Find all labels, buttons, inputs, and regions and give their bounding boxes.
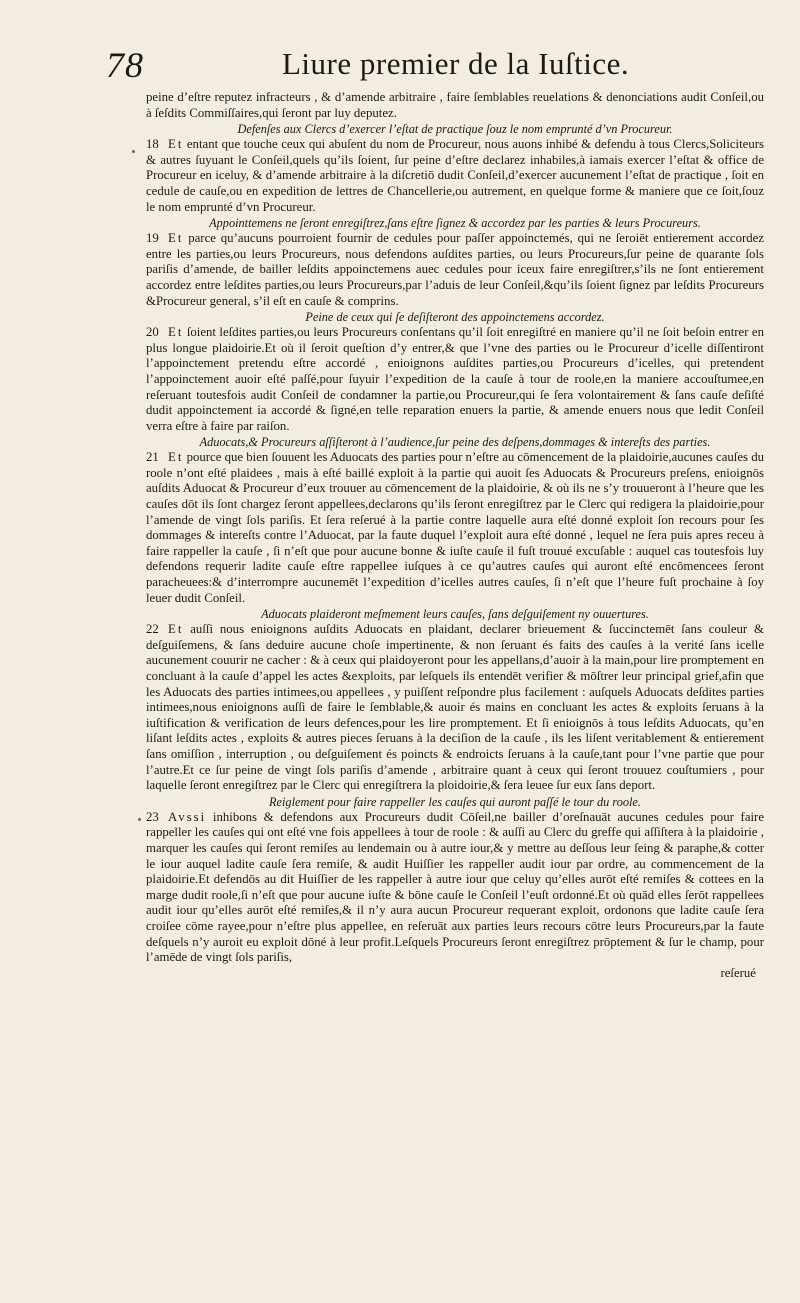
article-number: 20: [146, 325, 159, 340]
article-number: 18: [146, 137, 159, 152]
article-text: auſſi nous enioignons auſdits Aduocats en plaidant, declarer brieuement & ſuccinctemēt ſans couleur & deſguiſemens, & ſans deduire aucune choſe impertinente, & non ſeruant és faits des cauſes à la verité ſans icelle aucunement couurir ne cacher : & à ceux qui plaidoyeront pour les appellans,d’auoir à la main,pour lire promptement en concluant à la cauſe d’appel les actes &exploits, par leſquels ils entendēt verifier & mōſtrer leur principal grief,afin que les Aduocats des parties intimees,ou appellees , y puiſſent reſpondre plus facilement : auſquels Aduocats deſdites parties intimees,nous enioignons auſſi de faire le ſemblable,& auoir és mains en concluant les actes & exploits ſeruans à la iuſtification & verification de leurs defences,pour les lire promptement. Et ſi enioignōs à tous leſdits Aduocats, qu’en liſant leſdits actes , exploits & autres pieces ſeruans à la deciſion de la cauſe , ils les liſent veritablement & entierement ſans omiſſion , interruption , ou deſguiſement és poincts & endroicts ſeruans à la cauſe,tant pour l’vne partie que pour l’autre.Et ce ſur peine de vingt ſols pariſis d’amende , arbitraire quant à ceux qui ſeront trouuez couſtumiers , pour laquelle ſeront enregiſtrez par le Clerc qui enregiſtrera la ploidoirie,& ſera leuee ſur eux ſans deport.: [146, 622, 764, 793]
article-19: [146, 231, 764, 309]
article-text: parce qu’aucuns pourroient fournir de cedules pour paſſer appoinctemés, qui ne ſeroiēt entierement accordez entre les parties,ou leurs Procureurs, nous defendons auſdites parties, ou leurs Procureurs,ſur peine de quarante ſols pariſis d’amende, de bailler leſdits appoinctemens auec cedules pour iceux faire enregiſtrer,s’ils ne ſont entierement accordez entre leſdites parties,ou leurs Procureurs,par l’aduis de leur Conſeil,&qu’ils ſoient ſignez par leſdits Procureurs &Procureur general, s’il eſt en cauſe & comprins.: [146, 231, 764, 308]
article-lead: Et: [168, 325, 184, 340]
section-heading: Reiglement pour faire rappeller les cauſes qui auront paſſé le tour du roole.: [269, 794, 641, 809]
article-lead: Et: [168, 622, 184, 637]
page-header: [100, 44, 790, 94]
catchword: reſerué: [720, 965, 756, 980]
article-text: entant que touche ceux qui abuſent du nom de Procureur, nous auons inhibé & defendu à tous Clercs,Soliciteurs & autres ſuyuant le Conſeil,quels qu’ils ſoient, ſur peine d’eſtre declarez inhabiles,à iamais exercer l’eſtat & office de Procureur en iceluy, & d’amende arbitraire à la diſcretiō dudit Conſeil,d’exercer aucunement l’eſtat de practique , ſoit en cedule de cauſe,ou en expedition de lettres de Chancellerie,ou autrement, en quelque forme & maniere que ce ſoit,ſouz le nom emprunté d’vn Procureur.: [146, 137, 764, 214]
paragraph: peine d’eſtre reputez infracteurs , & d’amende arbitraire , faire ſemblables reuelations & denonciations audit Conſeil,ou à ſeſdits Commiſſaires,qui ſeront par luy deputez.: [146, 90, 764, 120]
article-text: inhibons & defendons aux Procureurs dudit Cōſeil,ne bailler d’oreſnauāt aucunes cedules pour faire rappeller les cauſes qui ont eſté vne fois appellees à tour de roole : & auſſi au Clerc du greffe qui aſſiſtera à la plaidoirie , marquer les cauſes qui ſeront remiſes au lendemain ou à autre iour,& y mettre au deſſous leur ſeing & paraphe,& cotter le iour auquel ladite cauſe ſera remiſe, & audit Huiſſier les rappeller audit iour par ordre, au commencement de la plaidoirie.Et defendōs au dit Huiſſier de les rappeller à autre iour que celuy qu’elles aurōt eſté remiſes & cottees en la marge dudit roole,ſi n’eſt que pour aucune iuſte & bōne cauſe le Conſeil l’euſt ordonné.Et où quād elles ſerōt rappellees audit iour qu’elles aurōt eſté remiſes,& il n’y aura aucun Procureur requerant exploit, ordonons que ladite cauſe ſera croiſee cōme rayee,pour n’eſtre plus appellee, en reſeruāt aux parties leurs recours cōtre leurs Procureurs,par la faute deſquels n’y auroit eu exploit dōné à leur profit.Leſquels Procureurs ſeront enregiſtrez prōptement & ſur le champ, pour l’amēde de vingt ſols pariſis,: [146, 809, 764, 965]
running-head: Liure premier de la Iuſtice.: [282, 46, 630, 81]
body-text: [146, 90, 764, 981]
article-23: [146, 810, 764, 966]
article-18: [146, 137, 764, 215]
article-lead: Et: [168, 231, 184, 246]
article-lead: Et: [168, 450, 184, 465]
page-number: 78: [106, 45, 144, 85]
section-heading: Appointtemens ne ſeront enregiſtrez,ſans eſtre ſignez & accordez par les parties & leurs Procureurs.: [209, 216, 701, 231]
section-heading: Defenſes aux Clercs d’exercer l’eſtat de practique ſouz le nom emprunté d’vn Procureur.: [237, 122, 673, 137]
article-lead: Avssi: [168, 809, 207, 824]
article-20: [146, 325, 764, 434]
article-number: 19: [146, 231, 159, 246]
section-heading: Peine de ceux qui ſe deſiſteront des appoinctemens accordez.: [305, 310, 605, 325]
article-21: [146, 450, 764, 606]
article-22: [146, 622, 764, 794]
margin-mark: [132, 150, 135, 153]
article-number: 22: [146, 622, 159, 637]
section-heading: Aduocats,& Procureurs aſſiſteront à l’audience,ſur peine des deſpens,dommages & intereſts des parties.: [199, 435, 711, 450]
article-number: 23: [146, 809, 159, 824]
article-number: 21: [146, 450, 159, 465]
section-heading: Aduocats plaideront meſmement leurs cauſes, ſans deſguiſement ny ouuertures.: [261, 607, 649, 622]
article-lead: Et: [168, 137, 184, 152]
article-text: ſoient leſdites parties,ou leurs Procureurs conſentans qu’il ſoit enregiſtré en maniere qu’il ne ſoit beſoin entrer en plus longue plaidoirie.Et où il ſeroit queſtion d’y entrer,& que l’vne des parties ou le Procureur d’icelle diſſentiront l’appoinctement pretendu eſtre accordé , enioignons auſdites parties,ou Procureurs d’icelles, qui pretendent l’appoinctement auoir eſté paſſé,pour ſuyuir l’expedition de la cauſe à tour de roole,en la maniere accouſtumee,en reſeruant toutesfois audit Conſeil de condamner la partie,ou Procureur,qui ſe ſera volontairement & ſans cauſe deſiſté dudit appoinctement ia accordé & ſigné,en telle reparation enuers la partie, & amende enuers nous que ledit Conſeil verra eſtre à faire par raiſon.: [146, 325, 764, 433]
margin-mark: [138, 818, 141, 821]
article-text: pource que bien ſouuent les Aduocats des parties pour n’eſtre au cōmencement de la plaidoirie,aucunes cauſes du roole n’ont eſté plaidees , mais à eſté baillé exploit à la partie qui auoit ſes Aduocats & Procureurs preſens, enioignōs auſdits Aduocat & Procureur d’eux trouuer au cōmencement de la plaidoirie, & où ils ne s’y trouueront à l’heure que les cauſes dōt ils ſont chargez ſeront appellees,declarons qu’ils ſeront enregiſtrez par le Clerc qui redigera la plaidoirie,pour l’amende de vingt ſols pariſis. Et ſera reſerué à la partie contre laquelle aura eſté donné exploit ſon recours pour ſes dommages & intereſts contre l’Aduocat, par la faute duquel l’exploit aura eſté donné , lequel ne ſera puis apres receu à faire rappeller la cauſe , ſi n’eſt que pour aucune bonne & iuſte cauſe il fuſt trouué excuſable : auquel cas toutesfois luy defendons requerir ladite cauſe eſtre rappellee iuſques à ce qu’autres cauſes qui auront eſté encōmencees ſeront paracheuees:& d’interrompre aucunemēt l’expedition d’icelles autres cauſes, ſi n’eſt que l’heure fuſt prochaine à ſoy leuer dudit Conſeil.: [146, 450, 765, 605]
